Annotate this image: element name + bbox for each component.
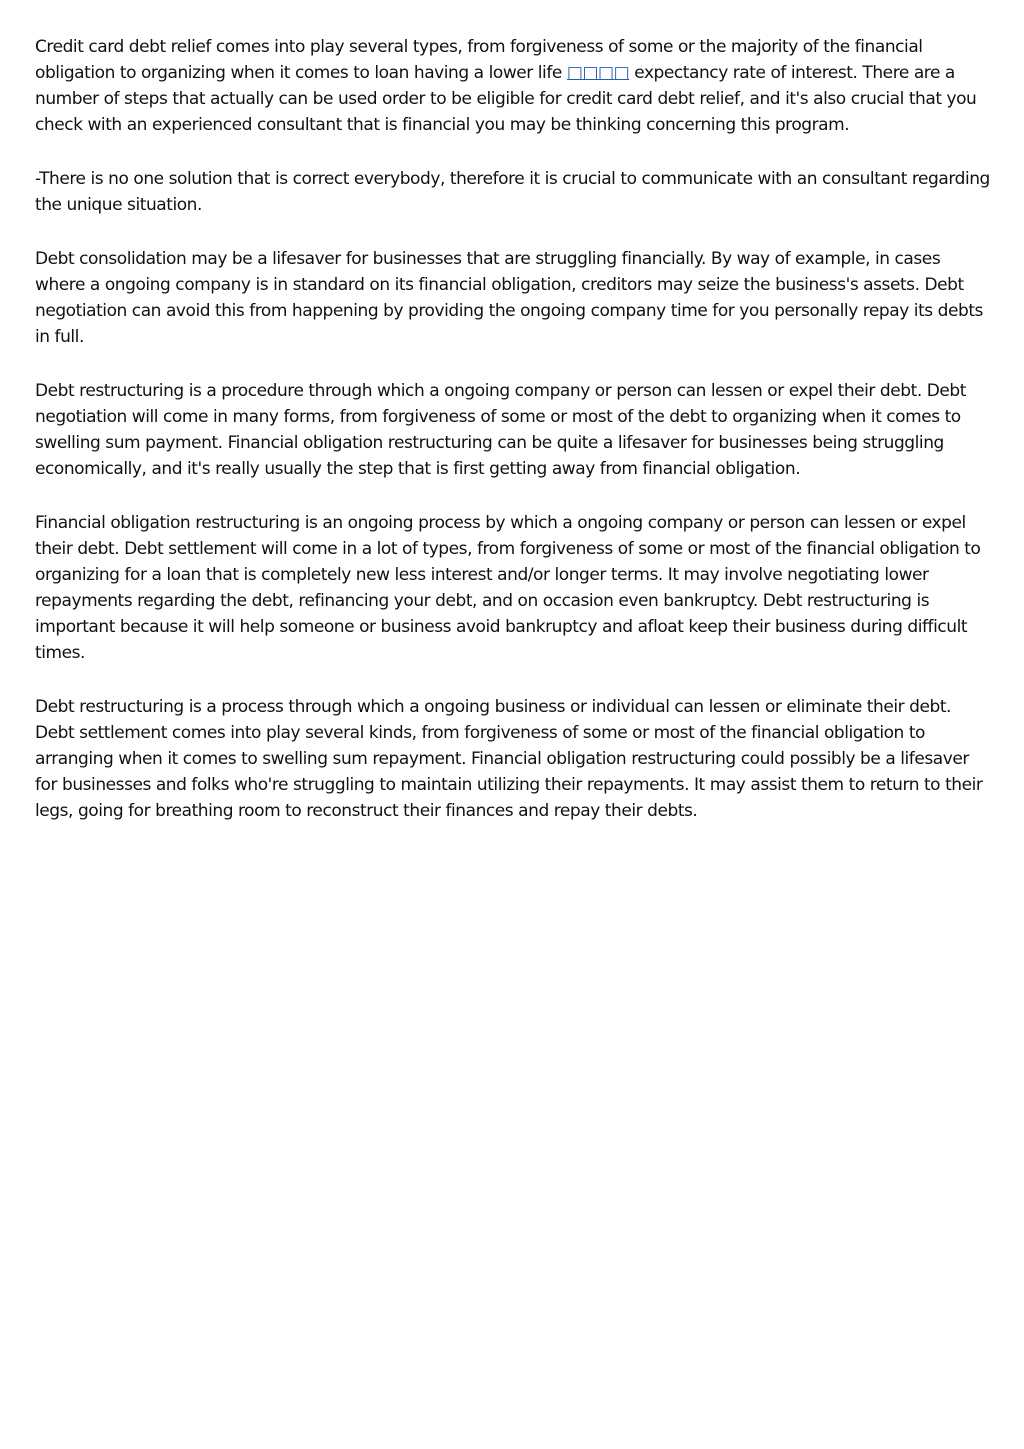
inline-link[interactable]: □□□□ <box>566 63 630 83</box>
paragraph-1 <box>35 34 991 138</box>
paragraph-1-text-before-link: Credit card debt relief comes into play several types, from forgiveness of some or the majority of the financial obligation to organizing when it comes to loan having a lower life <box>35 37 923 83</box>
paragraph-5: Financial obligation restructuring is an ongoing process by which a ongoing company or person can lessen or expel their debt. Debt settlement will come in a lot of types, from forgiveness of some or most of the financial obligation to organizing for a loan that is completely new less interest and/or longer terms. It may involve negotiating lower repayments regarding the debt, refinancing your debt, and on occasion even bankruptcy. Debt restructuring is important because it will help someone or business avoid bankruptcy and afloat keep their business during difficult times. <box>35 513 981 663</box>
paragraph-2: -There is no one solution that is correct everybody, therefore it is crucial to communicate with an consultant regarding the unique situation. <box>35 169 990 215</box>
paragraph-6: Debt restructuring is a process through which a ongoing business or individual can lessen or eliminate their debt. Debt settlement comes into play several kinds, from forgiveness of some or most of the financial obligation to arranging when it comes to swelling sum repayment. Financial obligation restructuring could possibly be a lifesaver for businesses and folks who're struggling to maintain utilizing their repayments. It may assist them to return to their legs, going for breathing room to reconstruct their finances and repay their debts. <box>35 697 983 821</box>
document-body <box>35 34 991 852</box>
paragraph-3: Debt consolidation may be a lifesaver for businesses that are struggling financially. By way of example, in cases where a ongoing company is in standard on its financial obligation, creditors may seize the business's assets. Debt negotiation can avoid this from happening by providing the ongoing company time for you personally repay its debts in full. <box>35 249 983 347</box>
paragraph-1-text-after-link: expectancy rate of interest. There are a number of steps that actually can be used order to be eligible for credit card debt relief, and it's also crucial that you check with an experienced consultant that is financial you may be thinking concerning this program. <box>35 63 977 135</box>
paragraph-4: Debt restructuring is a procedure through which a ongoing company or person can lessen or expel their debt. Debt negotiation will come in many forms, from forgiveness of some or most of the debt to organizing when it comes to swelling sum payment. Financial obligation restructuring can be quite a lifesaver for businesses being struggling economically, and it's really usually the step that is first getting away from financial obligation. <box>35 381 966 479</box>
